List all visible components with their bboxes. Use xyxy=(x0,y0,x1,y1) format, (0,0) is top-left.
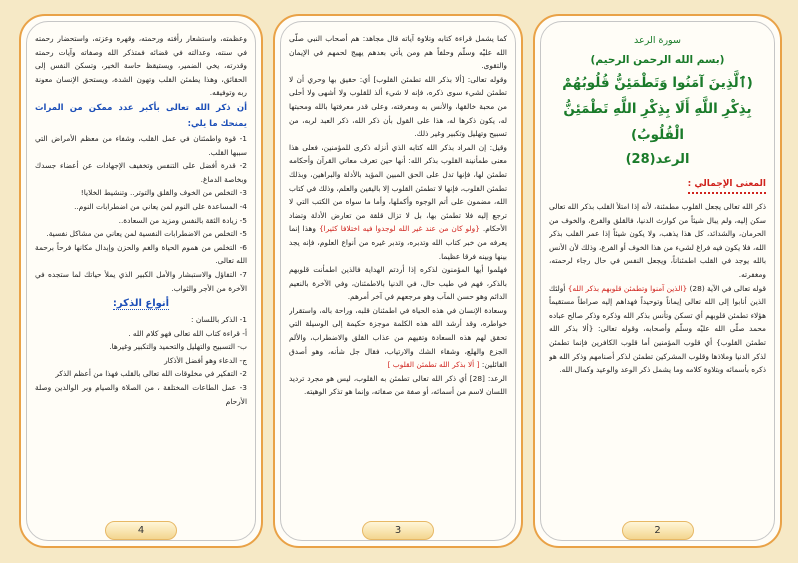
list-item: 5- زيادة الثقة بالنفس ومزيد من السعادة.. xyxy=(118,215,247,225)
panel-page-4 xyxy=(19,14,263,548)
list-item: 2- التفكير في مخلوقات الله تعالى بالقلب فهذا من أعظم الذكر xyxy=(55,369,247,379)
paragraph-text: قوله تعالى في الآية (28) xyxy=(689,283,766,293)
panel-content xyxy=(35,32,247,512)
paragraph: وقوله تعالى: [ألا بذكر الله تطمئن القلوب] أي: حقيق بها وحري أن لا تطمئن لشيء سوى ذكره، فإنه لا شيء ألذ للقلوب ولا أشهى ولا أحلى من محبة خالقها، والأنس به ومعرفته، وعلى قدر معرفتها بالله ومحبتها له، يكون ذكرها له، هذا على القول بأن ذكر الله، ذكر العبد لربه، من تسبيح وتهليل وتكبير وغير ذلك. xyxy=(289,74,507,139)
list-item: ج- الدعاء وهو أفضل الأذكار xyxy=(164,355,247,365)
types-list xyxy=(35,313,247,408)
paragraph xyxy=(289,304,507,372)
panel-content xyxy=(289,32,507,512)
panel-page-3 xyxy=(273,14,523,548)
types-heading-text: أنواع الذكر: xyxy=(112,298,170,310)
paragraph xyxy=(549,282,766,377)
page-number: 3 xyxy=(362,521,434,540)
list-item: 4- المساعدة على النوم لمن يعاني من اضطرابات النوم.. xyxy=(74,201,247,211)
list-item: 3- التخلص من الخوف والقلق والتوتر.. وتنشيط الخلايا! xyxy=(80,188,247,198)
paragraph: كما يشمل قراءة كتابه وتلاوة آياته قال مجاهد: هم أصحاب النبي صلّى الله عليْه وسلّم وحلفاً هم ومن يأتي بعدهم يهيج لحمهم في الإيمان والتقوى. xyxy=(289,34,507,71)
list-item: 1- الذكر باللسان : xyxy=(191,315,247,325)
verse-reference: الرعد(28) xyxy=(625,152,690,167)
paragraph: فهلموا أيها المؤمنون لذكره إذا أردتم الهداية فالذين اطمأنت قلوبهم بالذكر، فهم في طيب حال، في الدنيا بالاطمئنان، وفي الآخرة بالنعيم الدائم وهو حسن المآب وهو مرجعهم في آخر أمرهم. xyxy=(289,265,507,302)
surah-title: سورة الرعد xyxy=(634,35,681,46)
paragraph: ذكر الله تعالى يجعل القلوب مطمئنة، لأنه إذا امتلأ القلب بذكر الله تعالى سكن إليه، ولم يبال شيئاً من كوارث الدنيا، فالقلق والفرع، والخوف من الحرمان، والشدائد، كل هذا يذهب، ولا يكون شيئاً إذا عمر القلب بذكر الله، فلا يكون فيه فراغ لشيء من هذا الخوف أو الفرع، وذلك لأن الأنس بالله يوجد في القلب اطمئناناً، ويجعل النفس في حال رجاء لرحمته، ومغفرته. xyxy=(549,202,766,279)
page-number: 2 xyxy=(622,521,694,540)
basmala: (بسم الله الرحمن الرحيم) xyxy=(590,54,725,66)
benefits-list xyxy=(35,132,247,295)
list-item: 5- التخلص من الاضطرابات النفسية لمن يعاني من مشاكل نفسية. xyxy=(46,229,247,239)
paragraph: وعظمته، واستشعار رأفته ورحمته، وقهره وعزته، واستحضار رحمته في سنته، وعدالته في قضائه فمتذكر الله وصفاته وآيات رحمته وقدرته، يخي الضمير، ويستيقظ حاسة الخير، وتسكن النفس إلى الحقائق، وهذا يطمئن القلب وتهون الشدة، ويستحق الإنسان معونة ربه وتوفيقه. xyxy=(35,34,247,98)
panel-content xyxy=(549,32,766,512)
list-item: ب- التسبيح والتهليل والتحميد والتكبير وغيرها. xyxy=(109,342,247,352)
list-item: 2- قدرة أفضل على التنفس وتخفيف الإجهادات عن أعضاء جسدك وبخاصة الدماغ. xyxy=(35,161,247,184)
panel-page-2 xyxy=(533,14,782,548)
list-item: 6- التخلص من هموم الحياة والغم والحزن وإبدال مكانها فرحاً برحمة الله تعالى. xyxy=(35,242,247,266)
list-item: 7- التفاؤل والاستبشار والأمل الكبير الذي يملأ حياتك لما ستجده في الآخرة من الأجر والثواب. xyxy=(35,269,247,293)
verse-text: (ٱلَّذِينَ آمَنُوا وَتَطْمَئِنُّ قُلُوبُهُمْ بِذِكْرِ اللَّهِ أَلَا بِذِكْرِ اللَّهِ تَطْمَئِنُّ الْقُلُوبُ) xyxy=(562,75,753,143)
section-heading: المعنى الإجمالي : xyxy=(688,176,766,194)
paragraph xyxy=(289,141,507,263)
list-item: 1- قوة واطمئنان في عمل القلب، وشفاء من معظم الأمراض التي سببها القلب. xyxy=(35,133,247,157)
paragraph-text: وقيل: إن المراد بذكر الله كتابه الذي أنزله ذكرى للمؤمنين، فعلى هذا معنى طمأنينة القلوب بذكر الله: أنها حين تعرف معاني القرآن وأحكامه تطمئن لها، فإنها تدل على الحق المبين المؤيد بالأدلة والبراهين، وبذلك تطمئن القلوب، فإنها لا تطمئن القلوب إلا باليقين والعلم، وذلك في كتاب الله، مضمون على أتم الوجوه وأكملها، وأما ما سواه من الكتب التي لا ترجع إليه فلا تطمئن بها، بل لا تزال قلقة من تعارض الأدلة وتضاد الأحكام. xyxy=(289,142,507,234)
paragraph-text: وهذا إنما يعرفه من خبر كتاب الله وتدبره، وتدبر غيره من أنواع العلوم، فإنه يجد بينها وبينه فرقا عظيما. xyxy=(289,224,507,261)
list-item: أ- قراءة كتاب الله تعالى فهو كلام الله . xyxy=(128,328,247,338)
list-item: 3- عمل الطاعات المختلفة ، من الصلاة والصيام وبر الوالدين وصلة الأرحام xyxy=(35,383,247,406)
quranic-quote: {الذين آمنوا وتطمئن قلوبهم بذكر الله} xyxy=(567,283,688,293)
benefits-heading: أن ذكر الله تعالى بأكبر عدد ممكن من المرات يمنحك ما يلي: xyxy=(35,102,247,129)
paragraph: الرعد: [28] أي ذكر الله تعالى تطمئن به القلوب، ليس هو مجرد ترديد اللسان لاسم من أسمائه، أو صفة من صفاته، وإنما هو تذكر الوهيته. xyxy=(289,373,507,397)
paragraph-text: أولئك الذين أنابوا إلى الله تعالى إيماناً وتوحيداً فهداهم إليه صراطاً مستقيماً هؤلاء تطمئن قلوبهم أي تسكن وتأنس بذكر الله وذكره وذكر صالح عباده محمد صلّى الله عليْه وسلّم وأصحابه، وقوله تعالى: {ألا بذكر الله تطمئن القلوب} أي قلوب المؤمنين أما قلوب الكافرين فإنما تطمئن لذكر الدنيا وملاذها وقلوب المشركين تطمئن لذكر أصنامهم وذكر الله هو ذكره بأسمائه وبتلاوة كلامه وما يشمل ذكر الوعد والوعيد وكمال الله. xyxy=(549,283,766,375)
paragraph-text: وسعادة الإنسان في هذه الحياة في اطمئنان قلبه، وراحة باله، واستقرار خواطره، وقد أرشد الله هذه الكلمة موجزة حكيمة إلى الوسيلة التي تحقق لهم هذه السعادة وتقيهم من عذاب القلق والاضطراب، والألم الجزع والهلع، وشقاء الشك والارتياب، فقال جل شأنه، وهو أصدق القائلين: xyxy=(289,305,507,370)
quranic-quote: [ ألا بذكر الله تطمئن القلوب ] xyxy=(387,360,480,370)
quranic-quote: {ولو كان من عند غير الله لوجدوا فيه اختلافا كثيرا} xyxy=(318,224,480,234)
types-heading xyxy=(35,295,247,313)
page-number: 4 xyxy=(105,521,177,540)
